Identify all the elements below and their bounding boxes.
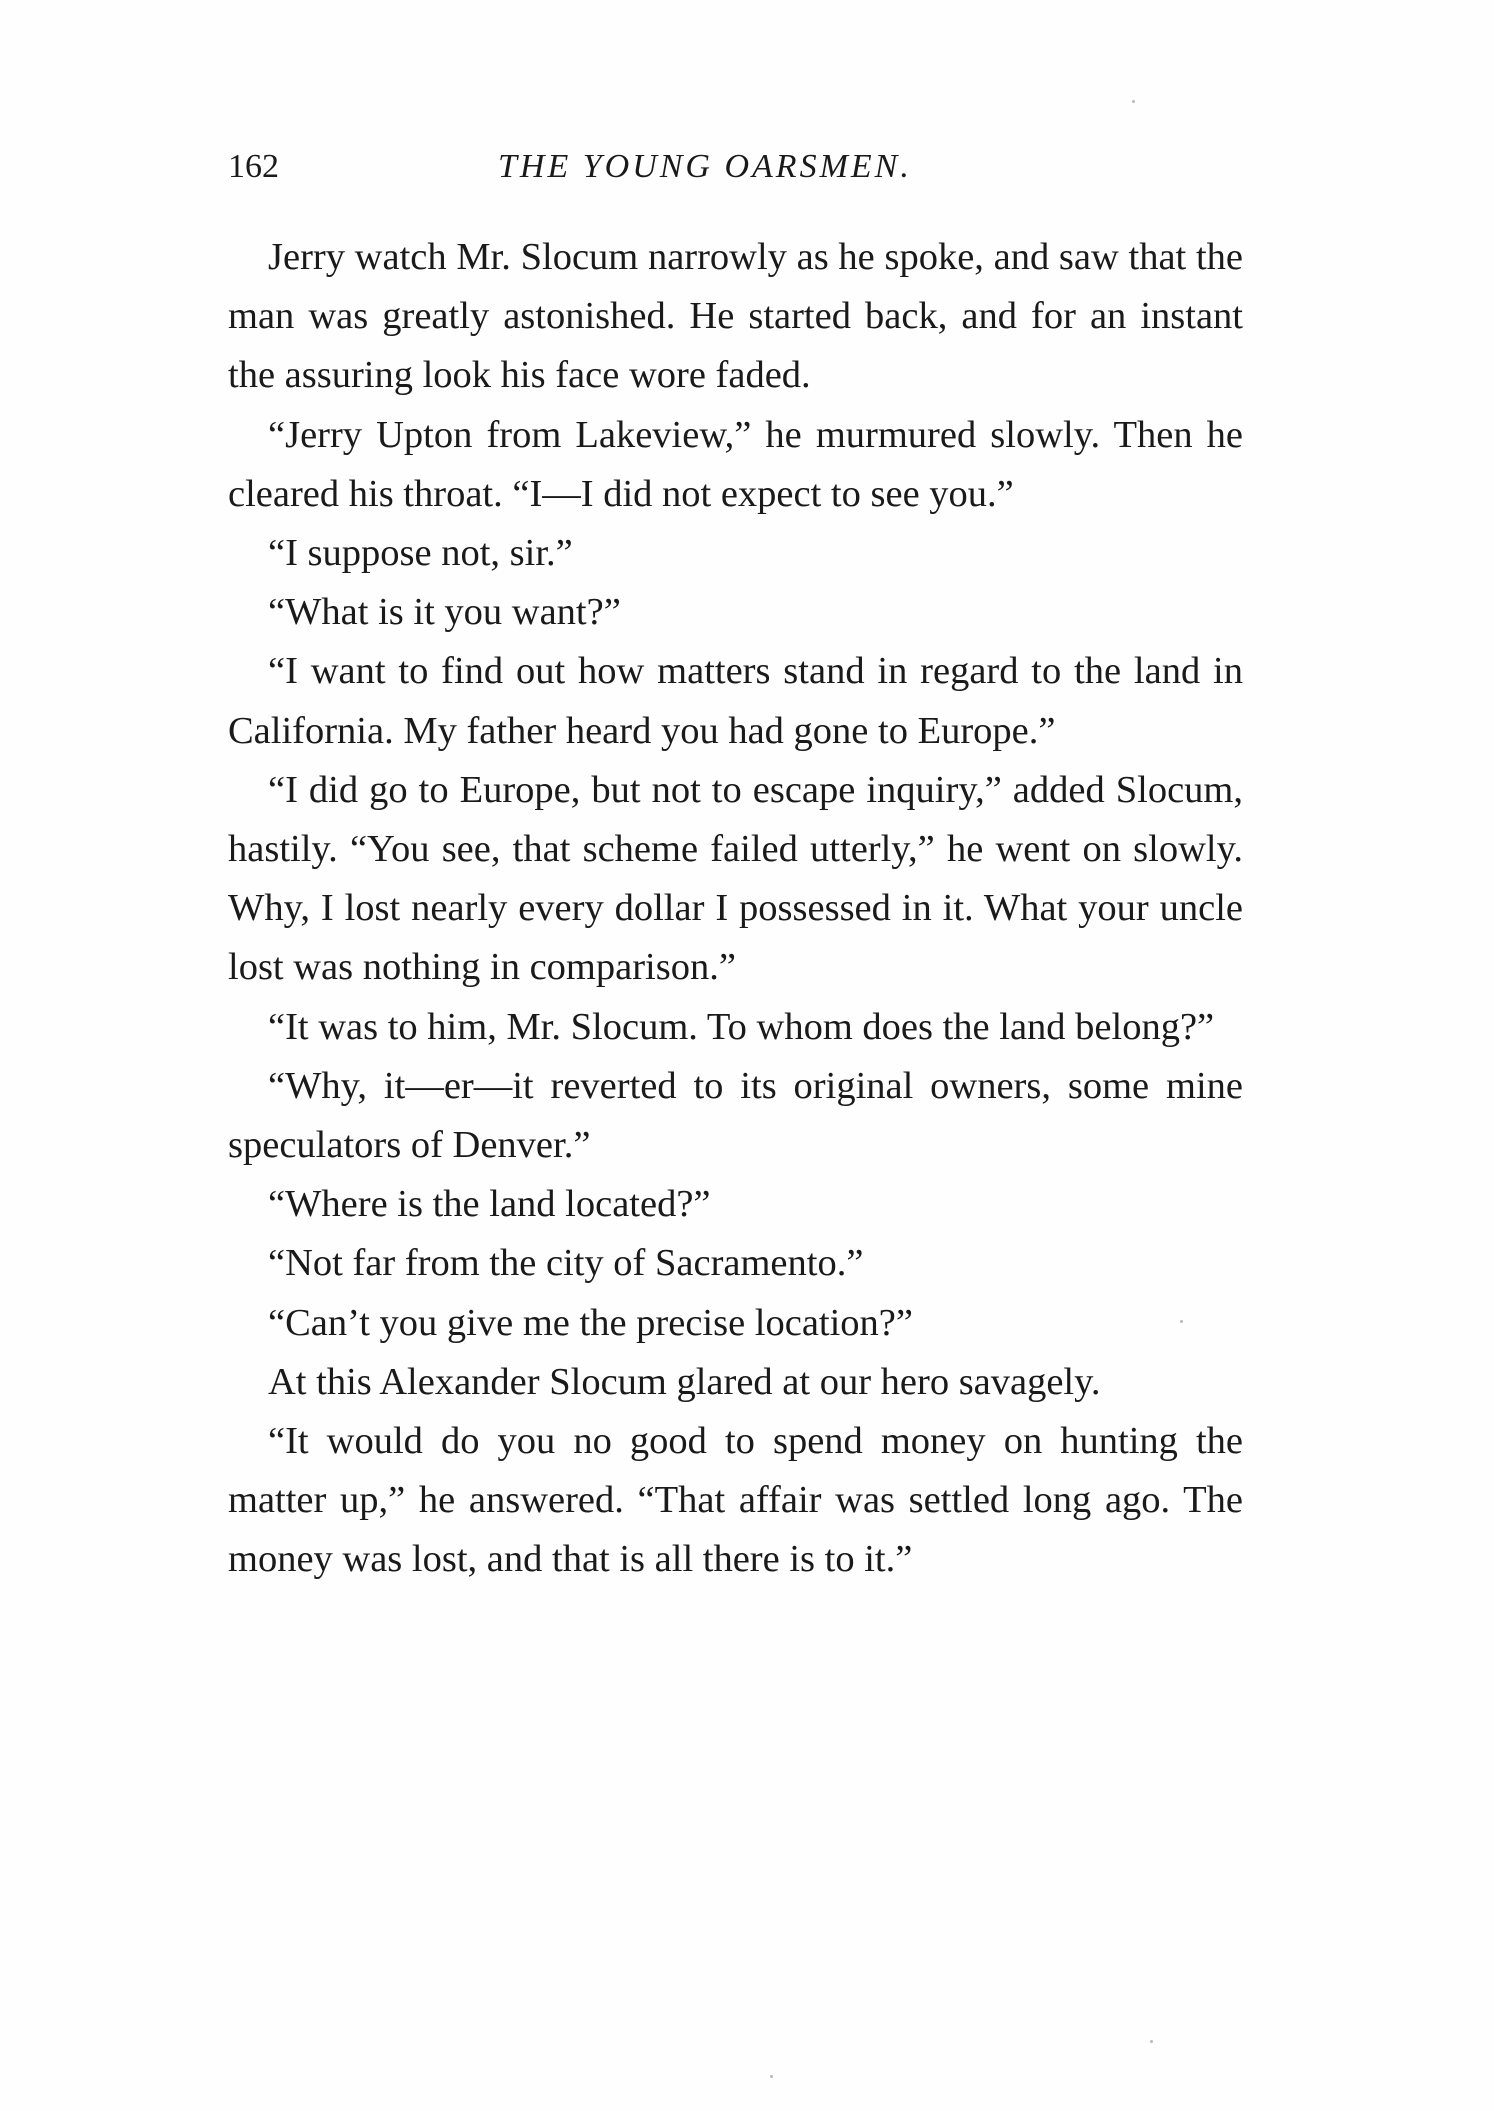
paragraph: “I did go to Europe, but not to escape inquiry,” added Slocum, hastily. “You see, that scheme failed utterly,” he went on slowly. Why, I lost nearly every dollar I possessed in it. What your uncle lost was nothing in comparison.” [228, 768, 1243, 989]
paragraph: “What is it you want?” [268, 591, 621, 634]
page-header [228, 148, 1243, 198]
paragraph: “Why, it—er—it reverted to its original owners, some mine speculators of Denver.” [228, 1064, 1243, 1167]
speck [1150, 2040, 1153, 2043]
paragraph: Jerry watch Mr. Slocum narrowly as he spoke, and saw that the man was greatly astonished. He started back, and for an instant the assuring look his face wore faded. [228, 236, 1243, 397]
paragraph: “Can’t you give me the precise location?” [268, 1301, 913, 1344]
paragraph: “Where is the land located?” [268, 1183, 711, 1226]
running-title: THE YOUNG OARSMEN. [498, 148, 912, 185]
speck [1132, 100, 1135, 103]
paragraph: “Jerry Upton from Lakeview,” he murmured slowly. Then he cleared his throat. “I—I did not expect to see you.” [228, 413, 1243, 515]
paragraph: “I suppose not, sir.” [268, 532, 573, 575]
speck [770, 2075, 773, 2078]
page-number: 162 [228, 148, 279, 185]
paragraph: “It was to him, Mr. Slocum. To whom does the land belong?” [268, 1005, 1215, 1048]
paragraph: At this Alexander Slocum glared at our hero savagely. [268, 1360, 1101, 1403]
paragraph: “I want to find out how matters stand in regard to the land in California. My father heard you had gone to Europe.” [228, 650, 1243, 752]
body-text [228, 228, 1243, 1590]
paragraph: “Not far from the city of Sacramento.” [268, 1242, 864, 1285]
paragraph: “It would do you no good to spend money on hunting the matter up,” he answered. “That affair was settled long ago. The money was lost, and that is all there is to it.” [228, 1420, 1243, 1581]
speck [1180, 1320, 1183, 1323]
